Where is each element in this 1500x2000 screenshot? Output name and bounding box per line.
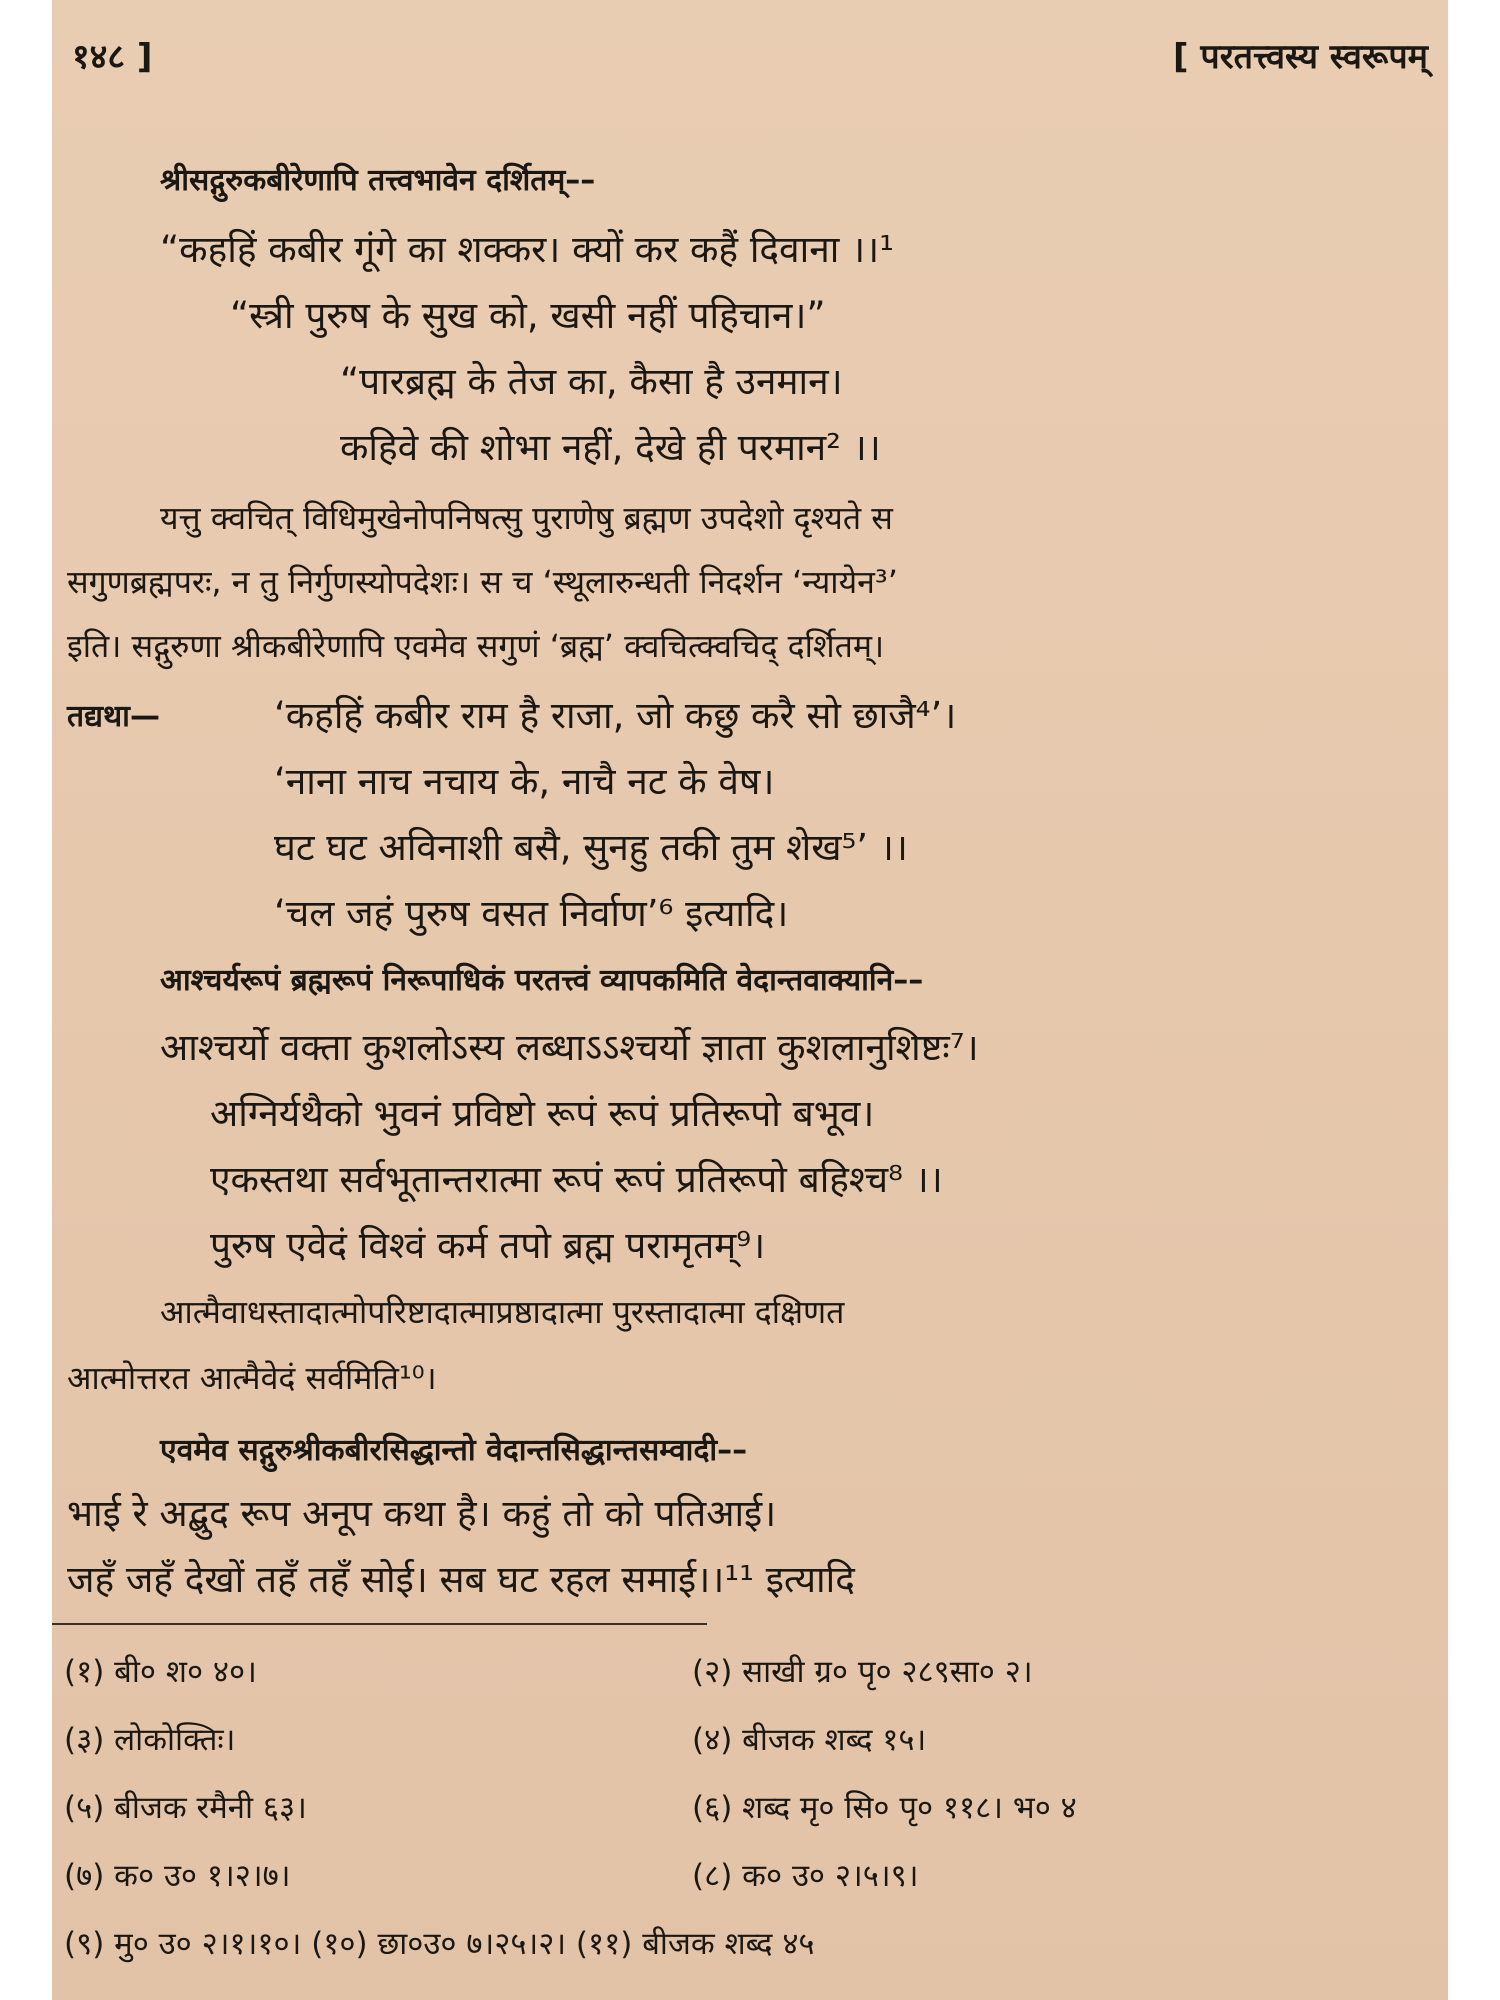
- verse-line: ‘कहहिं कबीर राम है राजा, जो कछु करै सो छाजै⁴’।: [274, 694, 957, 737]
- page-number: १४८ ]: [72, 37, 153, 77]
- prose-line: सगुणब्रह्मपरः, न तु निर्गुणस्योपदेशः। स च ‘स्थूलारुन्धती निदर्शन ‘न्यायेन³’: [67, 563, 898, 601]
- scanned-page: [52, 0, 1448, 2000]
- footnote: (१) बी० श० ४०।: [64, 1654, 257, 1690]
- intro-line: एवमेव सद्गुरुश्रीकबीरसिद्धान्तो वेदान्तसिद्धान्तसम्वादी––: [160, 1433, 748, 1468]
- footnote: (८) क० उ० २।५।९।: [692, 1858, 919, 1894]
- verse-line: कहिवे की शोभा नहीं, देखे ही परमान² ।।: [340, 426, 881, 469]
- footnote-rule: [52, 1623, 707, 1625]
- verse-line: “पारब्रह्म के तेज का, कैसा है उनमान।: [340, 360, 843, 403]
- verse-line: पुरुष एवेदं विश्वं कर्म तपो ब्रह्म परामृतम्⁹।: [210, 1224, 766, 1267]
- page-header: [72, 32, 1428, 88]
- footnote: (३) लोकोक्तिः।: [64, 1722, 236, 1758]
- intro-line: आश्चर्यरूपं ब्रह्मरूपं निरूपाधिकं परतत्त्वं व्यापकमिति वेदान्तवाक्यानि––: [160, 963, 924, 998]
- footnote: (७) क० उ० १।२।७।: [64, 1858, 291, 1894]
- verse-line: अग्निर्यथैको भुवनं प्रविष्टो रूपं रूपं प्रतिरूपो बभूव।: [210, 1092, 875, 1135]
- footnote: (५) बीजक रमैनी ६३।: [64, 1790, 307, 1826]
- prose-line: यत्तु क्वचित् विधिमुखेनोपनिषत्सु पुराणेषु ब्रह्मण उपदेशो दृश्यते स: [160, 499, 893, 537]
- verse-line: ‘चल जहं पुरुष वसत निर्वाण’⁶ इत्यादि।: [274, 892, 789, 935]
- verse-line: भाई रे अद्बुद रूप अनूप कथा है। कहुं तो को पतिआई।: [67, 1492, 777, 1535]
- verse-line: घट घट अविनाशी बसै, सुनहु तकी तुम शेख⁵’ ।।: [274, 826, 908, 869]
- verse-line: आश्चर्यो वक्ता कुशलोऽस्य लब्धाऽऽश्चर्यो ज्ञाता कुशलानुशिष्टः⁷।: [160, 1026, 979, 1069]
- verse-line: ‘नाना नाच नचाय के, नाचै नट के वेष।: [274, 760, 775, 803]
- footnote: (४) बीजक शब्द १५।: [692, 1722, 927, 1758]
- verse-line: जहँ जहँ देखों तहँ तहँ सोई। सब घट रहल समाई।।¹¹ इत्यादि: [67, 1558, 855, 1601]
- prose-line: इति। सद्गुरुणा श्रीकबीरेणापि एवमेव सगुणं ‘ब्रह्म’ क्वचित्क्वचिद् दर्शितम्।: [67, 627, 885, 665]
- intro-line: श्रीसद्गुरुकबीरेणापि तत्त्वभावेन दर्शितम्––: [160, 163, 596, 198]
- verse-line: “स्त्री पुरुष के सुख को, खसी नहीं पहिचान।”: [230, 294, 826, 337]
- verse-line: “कहहिं कबीर गूंगे का शक्कर। क्यों कर कहैं दिवाना ।।¹: [160, 228, 894, 271]
- verse-line: एकस्तथा सर्वभूतान्तरात्मा रूपं रूपं प्रतिरूपो बहिश्च⁸ ।।: [210, 1158, 943, 1201]
- running-title: [ परतत्त्वस्य स्वरूपम्: [1173, 37, 1428, 77]
- footnote: (९) मु० उ० २।१।१०। (१०) छा०उ० ७।२५।२। (११) बीजक शब्द ४५: [64, 1926, 815, 1962]
- tadyatha-label: तद्यथा—: [67, 699, 160, 734]
- footnote: (६) शब्द मृ० सि० पृ० ११८। भ० ४: [692, 1790, 1077, 1826]
- prose-line: आत्मैवाधस्तादात्मोपरिष्टादात्माप्रष्ठादात्मा पुरस्तादात्मा दक्षिणत: [160, 1293, 845, 1331]
- footnote: (२) साखी ग्र० पृ० २८९सा० २।: [692, 1654, 1033, 1690]
- prose-line: आत्मोत्तरत आत्मैवेदं सर्वमिति¹⁰।: [67, 1359, 437, 1397]
